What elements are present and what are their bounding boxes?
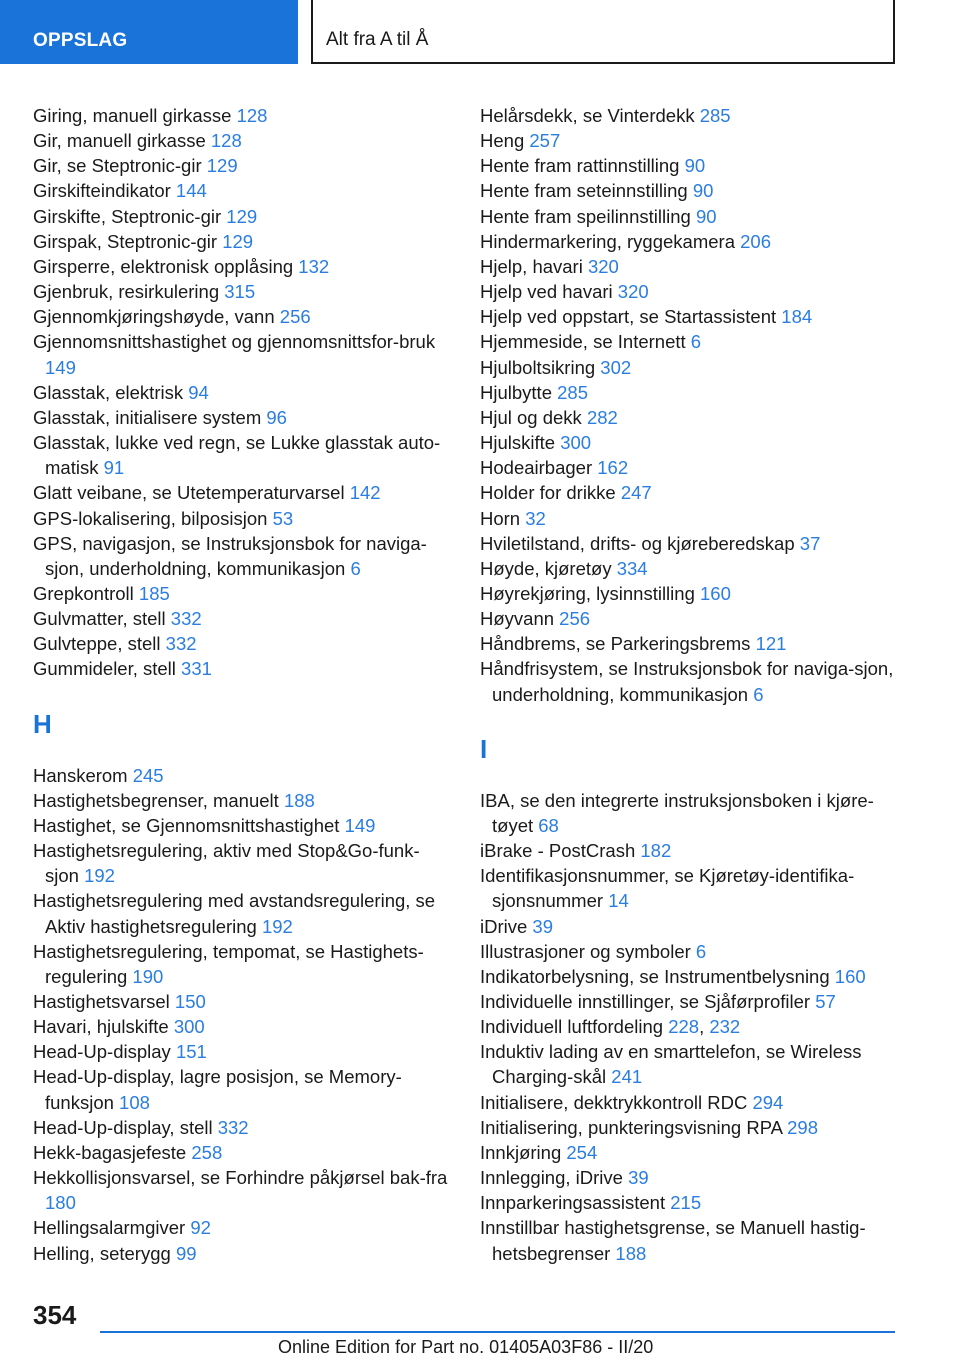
- entry-group-g: [33, 103, 453, 682]
- index-entry: [33, 939, 453, 989]
- index-letter-h: H: [33, 708, 52, 739]
- index-entry: [33, 1064, 453, 1114]
- index-entry: [480, 1039, 900, 1089]
- page-reference-link[interactable]: 192: [261, 915, 293, 937]
- index-entry-text: Hjelp ved havari: [480, 281, 613, 303]
- index-entry: [480, 1190, 900, 1215]
- index-entry-text: Hjulskifte: [480, 432, 556, 454]
- index-entry: [33, 888, 453, 938]
- index-entry-text: Hastighet, se Gjennomsnittshastighet: [33, 814, 340, 836]
- page-reference-link[interactable]: 6: [350, 557, 361, 579]
- index-entry-text: Hastighetsvarsel: [33, 991, 170, 1012]
- index-entry-text: Glasstak, elektrisk: [33, 381, 184, 403]
- index-entry: [33, 380, 453, 405]
- index-entry: [480, 304, 900, 329]
- page-reference-link[interactable]: 149: [45, 356, 76, 378]
- index-entry: [480, 229, 900, 254]
- index-entry: [480, 430, 900, 455]
- index-entry-text: Induktiv lading av en smarttelefon, se Wireless Charging-skål: [480, 1041, 862, 1088]
- index-entry: [480, 556, 900, 581]
- page-reference-link[interactable]: 108: [119, 1091, 150, 1113]
- index-entry-text: Hviletilstand, drifts- og kjøreberedskap: [480, 532, 795, 554]
- index-entry-text: iBrake - PostCrash: [480, 840, 636, 862]
- page-reference-link[interactable]: 6: [690, 331, 702, 353]
- index-entry-text: Gummideler, stell: [33, 658, 176, 680]
- page-reference-link[interactable]: 215: [670, 1192, 702, 1214]
- edition-footer: Online Edition for Part no. 01405A03F86 - II/20: [278, 1337, 654, 1357]
- index-entry-text: Høyde, kjøretøy: [480, 557, 612, 579]
- index-entry: [33, 606, 453, 631]
- index-entry: [480, 128, 900, 153]
- index-entry: [33, 581, 453, 606]
- index-entry: [33, 430, 453, 480]
- index-entry-text: Individuell luftfordeling: [480, 1016, 664, 1038]
- page-reference-link[interactable]: 121: [755, 633, 787, 655]
- page-reference-link[interactable]: 160: [834, 965, 866, 987]
- index-entry-text: Hastighetsregulering, aktiv med Stop&Go-funk-sjon: [33, 840, 420, 887]
- page-reference-link[interactable]: 96: [266, 406, 287, 428]
- index-entry-text: Hjemmeside, se Internett: [480, 331, 686, 353]
- index-entry-text: Gjennomsnittshastighet og gjennomsnittsfor-bruk: [33, 331, 436, 353]
- index-entry: [33, 178, 453, 203]
- page-reference-link[interactable]: 320: [617, 281, 649, 303]
- page-reference-link[interactable]: 151: [175, 1041, 207, 1063]
- index-entry-text: Hastighetsregulering, tempomat, se Hastighets-regulering: [33, 940, 424, 987]
- page-reference-link[interactable]: 245: [132, 764, 164, 786]
- index-entry: [33, 1039, 453, 1064]
- index-column-right: [480, 103, 900, 1266]
- page-reference-link[interactable]: 184: [781, 306, 813, 328]
- index-entry-text: Hastighetsbegrenser, manuelt: [33, 789, 279, 811]
- page-reference-link[interactable]: 39: [628, 1167, 649, 1189]
- page-reference-link[interactable]: 91: [103, 457, 125, 479]
- page-reference-link[interactable]: 315: [224, 281, 256, 303]
- index-entry: [480, 355, 900, 380]
- page-reference-link[interactable]: 144: [175, 180, 207, 202]
- index-entry: [480, 329, 900, 354]
- index-entry-text: Glasstak, lukke ved regn, se Lukke glasstak auto-matisk: [33, 432, 441, 479]
- page-reference-link[interactable]: 185: [138, 582, 170, 604]
- page-reference-link[interactable]: 99: [175, 1242, 197, 1264]
- page-reference-link[interactable]: 37: [799, 532, 821, 554]
- page-reference-link[interactable]: 68: [538, 814, 559, 836]
- index-entry-text: Hjulboltsikring: [480, 356, 596, 378]
- page-reference-link[interactable]: 149: [344, 814, 376, 836]
- page-reference-link[interactable]: 14: [608, 890, 629, 912]
- index-entry-text: Gulvteppe, stell: [33, 633, 161, 655]
- index-entry: [480, 480, 900, 505]
- index-entry-text: IBA, se den integrerte instruksjonsboken i kjøre-tøyet: [480, 789, 874, 836]
- index-entry: [480, 581, 900, 606]
- page-reference-link[interactable]: 256: [279, 306, 311, 328]
- page-reference-link[interactable]: 300: [173, 1016, 205, 1038]
- index-entry: [480, 1090, 900, 1115]
- page-reference-link[interactable]: 256: [559, 608, 591, 630]
- page-reference-link[interactable]: 128: [236, 105, 268, 126]
- index-entry-text: Head-Up-display, lagre posisjon, se Memory-funksjon: [33, 1066, 402, 1113]
- index-entry: [33, 1241, 453, 1266]
- page-reference-link[interactable]: 6: [753, 683, 764, 705]
- index-entry-text: Glasstak, initialisere system: [33, 406, 262, 428]
- index-entry-text: Håndfrisystem, se Instruksjonsbok for naviga-sjon, underholdning, kommunikasjon: [480, 658, 894, 705]
- section-tab: OPPSLAG: [0, 0, 298, 64]
- footer-divider: [100, 1331, 895, 1333]
- index-entry: [480, 989, 900, 1014]
- page-reference-link[interactable]: 188: [615, 1242, 647, 1264]
- page-reference-link[interactable]: 180: [45, 1192, 76, 1214]
- index-column-left: [33, 103, 453, 1266]
- page-reference-link[interactable]: 298: [787, 1116, 818, 1138]
- index-entry-text: Hente fram seteinnstilling: [480, 180, 688, 202]
- index-entry-text: Hente fram speilinnstilling: [480, 205, 691, 227]
- page-reference-link[interactable]: 285: [557, 381, 588, 403]
- index-entry-text: Hellingsalarmgiver: [33, 1217, 186, 1239]
- page-reference-link[interactable]: 332: [170, 608, 202, 630]
- index-entry-text: Initialisering, punkteringsvisning RPA: [480, 1116, 782, 1138]
- index-entry-text: Hekkollisjonsvarsel, se Forhindre påkjørsel bak-fra: [33, 1167, 448, 1189]
- index-entry-text: Havari, hjulskifte: [33, 1016, 169, 1038]
- index-entry-text: Helling, seterygg: [33, 1242, 171, 1264]
- index-entry: [480, 103, 900, 128]
- index-entry-text: Hjul og dekk: [480, 406, 582, 428]
- index-entry: [480, 531, 900, 556]
- index-entry-text: Initialisere, dekktrykkontroll RDC: [480, 1091, 748, 1113]
- index-entry: [480, 1165, 900, 1190]
- index-entry: [480, 788, 900, 838]
- index-entry-text: Gulvmatter, stell: [33, 608, 166, 630]
- page-reference-link[interactable]: 32: [525, 507, 546, 529]
- page-reference-link[interactable]: 232: [709, 1016, 741, 1038]
- page-reference-link[interactable]: 302: [600, 356, 632, 378]
- page-reference-link[interactable]: 132: [298, 255, 330, 277]
- page-reference-link[interactable]: 129: [206, 155, 238, 177]
- page-reference-link[interactable]: 53: [272, 507, 294, 529]
- index-entry-text: Helårsdekk, se Vinterdekk: [480, 105, 695, 126]
- page-reference-link[interactable]: 282: [586, 406, 618, 428]
- page-title: Alt fra A til Å: [311, 0, 895, 64]
- page-reference-link[interactable]: 129: [222, 230, 254, 252]
- page-reference-link[interactable]: 160: [700, 582, 731, 604]
- index-entry-text: Horn: [480, 507, 521, 529]
- page-reference-link[interactable]: 285: [699, 105, 731, 126]
- entry-group-h-cont: [480, 103, 900, 707]
- index-entry: [480, 153, 900, 178]
- index-entry-text: Grepkontroll: [33, 582, 134, 604]
- index-entry: [480, 506, 900, 531]
- index-entry: [33, 1215, 453, 1240]
- index-entry: [480, 656, 900, 706]
- page-reference-link[interactable]: 90: [692, 180, 714, 202]
- page-reference-link[interactable]: 162: [597, 457, 629, 479]
- index-entry-text: Gjenbruk, resirkulering: [33, 281, 220, 303]
- index-entry-text: Individuelle innstillinger, se Sjåførprofiler: [480, 991, 811, 1012]
- page-reference-link[interactable]: 92: [190, 1217, 211, 1239]
- index-entry-text: Glatt veibane, se Utetemperaturvarsel: [33, 482, 345, 504]
- index-entry: [33, 838, 453, 888]
- index-entry: [480, 631, 900, 656]
- index-entry-text: Gir, manuell girkasse: [33, 130, 206, 152]
- page-reference-link[interactable]: 190: [132, 965, 164, 987]
- index-entry: [480, 279, 900, 304]
- index-entry: [33, 279, 453, 304]
- index-entry: [33, 631, 453, 656]
- index-entry: [33, 989, 453, 1014]
- index-entry: Individuell luftfordeling 228, 232: [480, 1016, 741, 1038]
- index-entry-text: Innparkeringsassistent: [480, 1192, 666, 1214]
- index-entry-text: Heng: [480, 130, 525, 152]
- index-entry: [480, 254, 900, 279]
- index-entry-text: Head-Up-display: [33, 1041, 171, 1063]
- page-reference-link[interactable]: 182: [640, 840, 672, 862]
- page-reference-link[interactable]: 188: [283, 789, 315, 811]
- index-entry-text: Hekk-bagasjefeste: [33, 1141, 187, 1163]
- page-reference-link[interactable]: 254: [566, 1141, 598, 1163]
- page-reference-link[interactable]: 247: [620, 482, 652, 504]
- index-entry: [33, 128, 453, 153]
- page-reference-link[interactable]: 294: [752, 1091, 784, 1113]
- index-entry: [33, 329, 453, 379]
- page-reference-link[interactable]: 300: [560, 432, 592, 454]
- index-entry: [480, 455, 900, 480]
- index-entry: [480, 863, 900, 913]
- entry-group-h: [33, 763, 453, 1266]
- index-entry-text: Hjulbytte: [480, 381, 552, 403]
- index-entry: [480, 1215, 900, 1265]
- index-entry: [33, 531, 453, 581]
- page-reference-link[interactable]: 6: [695, 940, 707, 962]
- index-entry-text: Gjennomkjøringshøyde, vann: [33, 306, 275, 328]
- index-entry: [480, 204, 900, 229]
- page-reference-link[interactable]: 90: [684, 155, 706, 177]
- page-reference-link[interactable]: 39: [532, 915, 553, 937]
- page-reference-link[interactable]: 332: [165, 633, 197, 655]
- index-entry: [33, 304, 453, 329]
- page-reference-link[interactable]: 228: [668, 1016, 700, 1038]
- index-entry-text: Gir, se Steptronic-gir: [33, 155, 202, 177]
- index-entry-text: iDrive: [480, 915, 528, 937]
- index-entry: [480, 405, 900, 430]
- page-reference-link[interactable]: 332: [217, 1116, 249, 1138]
- index-entry-text: Giring, manuell girkasse: [33, 105, 232, 126]
- index-entry: [480, 914, 900, 939]
- page-number: 354: [33, 1300, 77, 1330]
- page-reference-link[interactable]: 94: [188, 381, 209, 403]
- index-entry: [33, 813, 453, 838]
- page-reference-link[interactable]: 331: [181, 658, 212, 680]
- index-entry-text: Høyvann: [480, 608, 555, 630]
- index-entry: [33, 153, 453, 178]
- index-entry-text: Identifikasjonsnummer, se Kjøretøy-identifika-sjonsnummer: [480, 865, 855, 912]
- index-entry-text: GPS, navigasjon, se Instruksjonsbok for naviga-sjon, underholdning, kommunikasjon: [33, 532, 427, 579]
- index-entry: [480, 178, 900, 203]
- index-entry: [480, 606, 900, 631]
- index-entry-text: Hastighetsregulering med avstandsregulering, se Aktiv hastighetsregulering: [33, 890, 436, 937]
- index-entry: [33, 506, 453, 531]
- index-entry-text: Girsperre, elektronisk opplåsing: [33, 255, 294, 277]
- page-reference-link[interactable]: 258: [191, 1141, 223, 1163]
- index-entry-text: Innlegging, iDrive: [480, 1167, 623, 1189]
- page-reference-link[interactable]: 320: [587, 255, 619, 277]
- index-entry-text: Indikatorbelysning, se Instrumentbelysning: [480, 965, 830, 987]
- index-entry: [33, 1165, 453, 1215]
- index-entry: [33, 254, 453, 279]
- index-entry-text: Hente fram rattinnstilling: [480, 155, 680, 177]
- index-entry-text: Hjelp, havari: [480, 255, 583, 277]
- index-entry: [33, 1014, 453, 1039]
- index-entry-text: GPS-lokalisering, bilposisjon: [33, 507, 268, 529]
- page-reference-link[interactable]: 192: [84, 865, 115, 887]
- page-reference-link[interactable]: 90: [695, 205, 717, 227]
- index-entry: [480, 838, 900, 863]
- index-entry: [33, 229, 453, 254]
- index-entry: [480, 1140, 900, 1165]
- index-entry-text: Innkjøring: [480, 1141, 562, 1163]
- page-reference-link[interactable]: 142: [349, 482, 381, 504]
- entry-group-i: [480, 788, 900, 1266]
- index-entry: [33, 788, 453, 813]
- index-entry: [33, 656, 453, 681]
- page-reference-link[interactable]: 241: [611, 1066, 643, 1088]
- page-reference-link[interactable]: 206: [740, 230, 772, 252]
- index-entry: [480, 380, 900, 405]
- page-reference-link[interactable]: 150: [174, 991, 206, 1012]
- index-entry-text: Hjelp ved oppstart, se Startassistent: [480, 306, 777, 328]
- index-entry-text: Head-Up-display, stell: [33, 1116, 213, 1138]
- page-reference-link[interactable]: 57: [815, 991, 836, 1012]
- index-entry: [33, 763, 453, 788]
- page-reference-link[interactable]: 334: [616, 557, 648, 579]
- index-entry-text: Innstillbar hastighetsgrense, se Manuell hastig-hetsbegrenser: [480, 1217, 866, 1264]
- index-entry-text: Girskifteindikator: [33, 180, 171, 202]
- index-entry-text: Høyrekjøring, lysinnstilling: [480, 582, 695, 604]
- index-letter-i: I: [480, 733, 488, 764]
- index-entry: [33, 1115, 453, 1140]
- index-entry: [480, 964, 900, 989]
- page-reference-link[interactable]: 129: [226, 205, 258, 227]
- index-entry-text: Hanskerom: [33, 764, 128, 786]
- index-entry-text: Girskifte, Steptronic-gir: [33, 205, 222, 227]
- index-entry-text: Girspak, Steptronic-gir: [33, 230, 218, 252]
- index-entry: [480, 1115, 900, 1140]
- index-entry: [33, 480, 453, 505]
- index-entry: [33, 405, 453, 430]
- index-entry-text: Hodeairbager: [480, 457, 593, 479]
- index-entry-text: Håndbrems, se Parkeringsbrems: [480, 633, 751, 655]
- index-entry: [480, 939, 900, 964]
- page-reference-link[interactable]: 257: [529, 130, 561, 152]
- index-entry-text: Holder for drikke: [480, 482, 616, 504]
- index-entry-text: Illustrasjoner og symboler: [480, 940, 691, 962]
- index-entry: [33, 103, 453, 128]
- index-entry: [33, 204, 453, 229]
- page-reference-link[interactable]: 128: [210, 130, 242, 152]
- page-header: [0, 0, 960, 66]
- index-entry: [33, 1140, 453, 1165]
- index-entry-text: Hindermarkering, ryggekamera: [480, 230, 735, 252]
